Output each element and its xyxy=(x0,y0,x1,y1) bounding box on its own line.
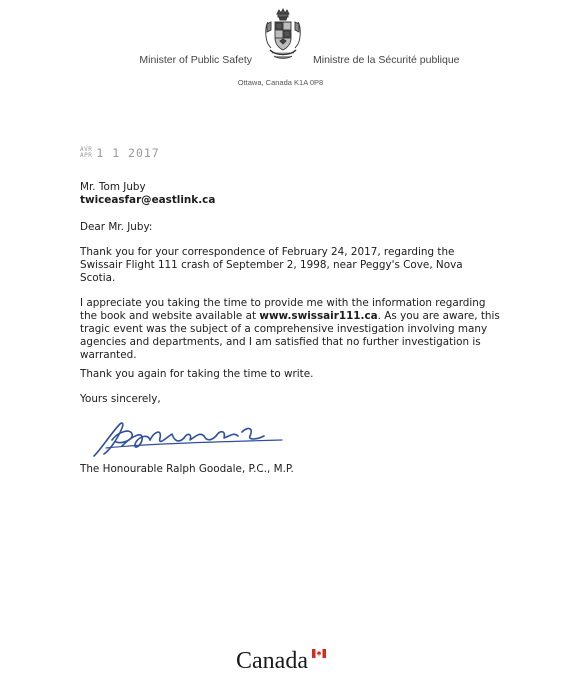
canada-flag-icon xyxy=(312,649,326,658)
para2-text-after: . As you are aware, this tragic event was the subject of a comprehensive investigation involving many agencies and departments, and I am satisfied that no further investigation is warranted. xyxy=(80,310,500,361)
website-link: www.swissair111.ca xyxy=(259,310,378,322)
canada-wordmark xyxy=(236,648,308,674)
stamp-month xyxy=(80,147,92,160)
minister-title-en: Minister of Public Safety xyxy=(139,54,252,66)
coat-of-arms-icon xyxy=(262,8,304,62)
recipient-name: Mr. Tom Juby xyxy=(80,181,146,193)
wordmark-text: Canada xyxy=(236,648,308,674)
stamp-date: 1 1 2017 xyxy=(96,146,160,160)
salutation: Dear Mr. Juby: xyxy=(80,221,153,233)
stamp-month-en: APR xyxy=(80,152,93,159)
recipient-email: twiceasfar@eastlink.ca xyxy=(80,194,216,206)
signer-name: The Honourable Ralph Goodale, P.C., M.P. xyxy=(80,463,294,475)
body-paragraph-3: Thank you again for taking the time to write. xyxy=(80,368,314,380)
closing: Yours sincerely, xyxy=(80,393,161,405)
stamp-month-fr: AVR xyxy=(80,145,93,153)
date-stamp xyxy=(80,146,160,160)
para2-text-before: I appreciate you taking the time to provide me with the information regarding the book and website available at xyxy=(80,297,486,322)
minister-title-fr: Ministre de la Sécurité publique xyxy=(313,54,460,66)
handwritten-signature xyxy=(92,418,292,460)
body-paragraph-2 xyxy=(80,297,500,362)
recipient-block xyxy=(80,181,500,207)
office-address: Ottawa, Canada K1A 0P8 xyxy=(237,78,324,87)
body-paragraph-1: Thank you for your correspondence of February 24, 2017, regarding the Swissair Flight 111 crash of September 2, 1998, near Peggy's Cove, Nova Scotia. xyxy=(80,246,463,284)
